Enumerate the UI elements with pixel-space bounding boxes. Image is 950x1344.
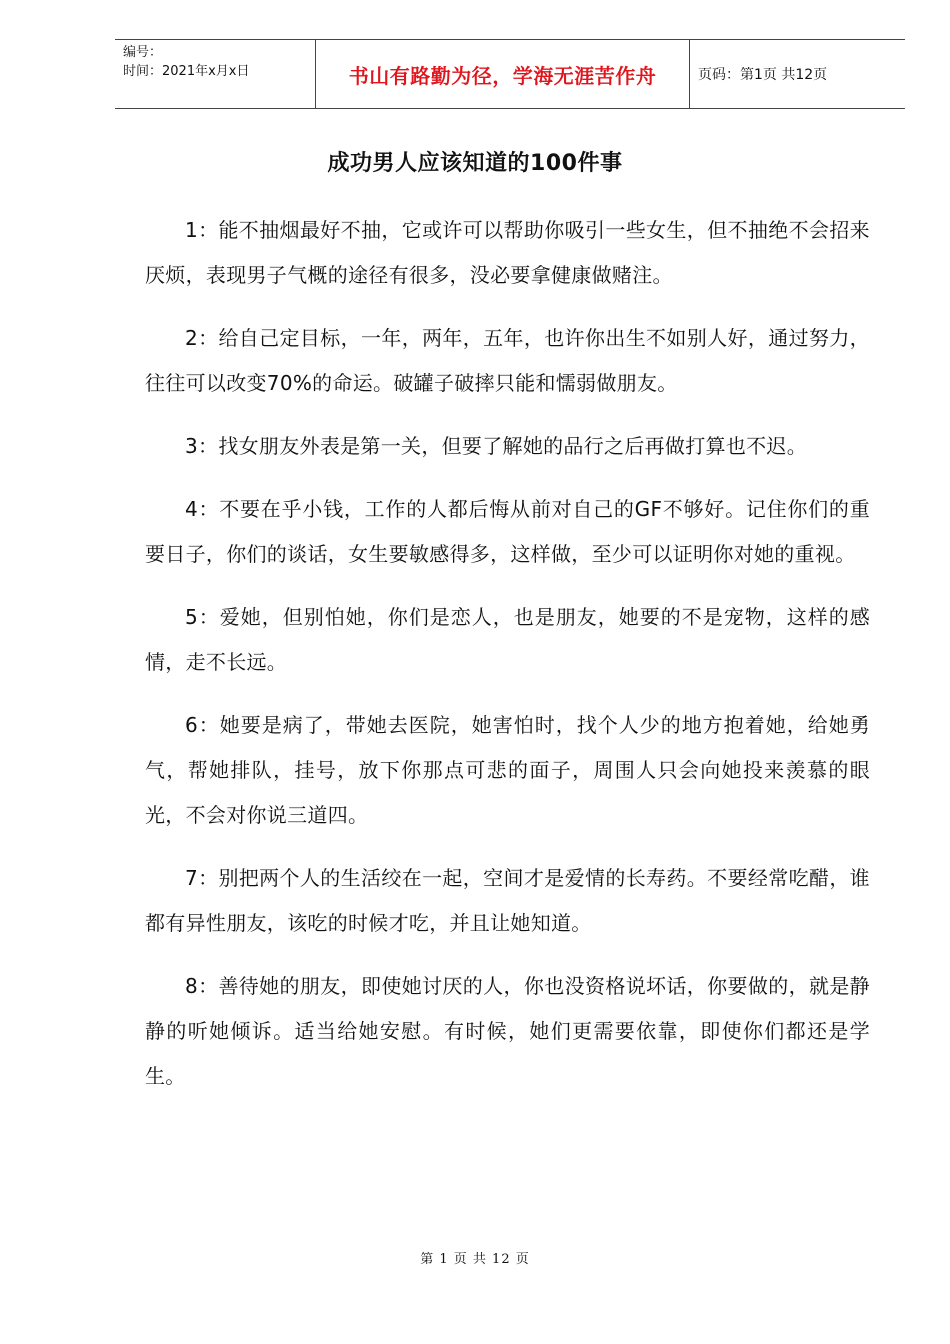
- page-header: [115, 39, 905, 109]
- header-motto: 书山有路勤为径，学海无涯苦作舟: [316, 40, 690, 108]
- document-body: [145, 208, 870, 1117]
- number-label: 编号：: [123, 45, 163, 60]
- paragraph-8: 8：善待她的朋友，即使她讨厌的人，你也没资格说坏话，你要做的，就是静静的听她倾诉。适当给她安慰。有时候，她们更需要依靠，即使你们都还是学生。: [145, 974, 870, 1088]
- paragraph-7: 7：别把两个人的生活绞在一起，空间才是爱情的长寿药。不要经常吃醋，谁都有异性朋友，该吃的时候才吃，并且让她知道。: [145, 866, 870, 935]
- page-footer: 第 1 页 共 12 页: [420, 1252, 530, 1267]
- document-title: 成功男人应该知道的100件事: [327, 151, 623, 176]
- paragraph-4: 4：不要在乎小钱，工作的人都后悔从前对自己的GF不够好。记住你们的重要日子，你们的谈话，女生要敏感得多，这样做，至少可以证明你对她的重视。: [145, 497, 870, 566]
- paragraph-6: 6：她要是病了，带她去医院，她害怕时，找个人少的地方抱着她，给她勇气，帮她排队，挂号，放下你那点可悲的面子，周围人只会向她投来羡慕的眼光，不会对你说三道四。: [145, 713, 870, 827]
- time-label: 时间：2021年x月x日: [123, 64, 250, 79]
- header-page-info: 页码：第1页 共12页: [698, 67, 828, 83]
- paragraph-5: 5：爱她，但别怕她，你们是恋人，也是朋友，她要的不是宠物，这样的感情，走不长远。: [145, 605, 870, 674]
- paragraph-1: 1：能不抽烟最好不抽，它或许可以帮助你吸引一些女生，但不抽绝不会招来厌烦，表现男子气概的途径有很多，没必要拿健康做赌注。: [145, 218, 870, 287]
- paragraph-3: 3：找女朋友外表是第一关，但要了解她的品行之后再做打算也不迟。: [185, 434, 808, 458]
- header-meta: [115, 40, 316, 108]
- paragraph-2: 2：给自己定目标，一年，两年，五年，也许你出生不如别人好，通过努力，往往可以改变70%的命运。破罐子破摔只能和懦弱做朋友。: [145, 326, 870, 395]
